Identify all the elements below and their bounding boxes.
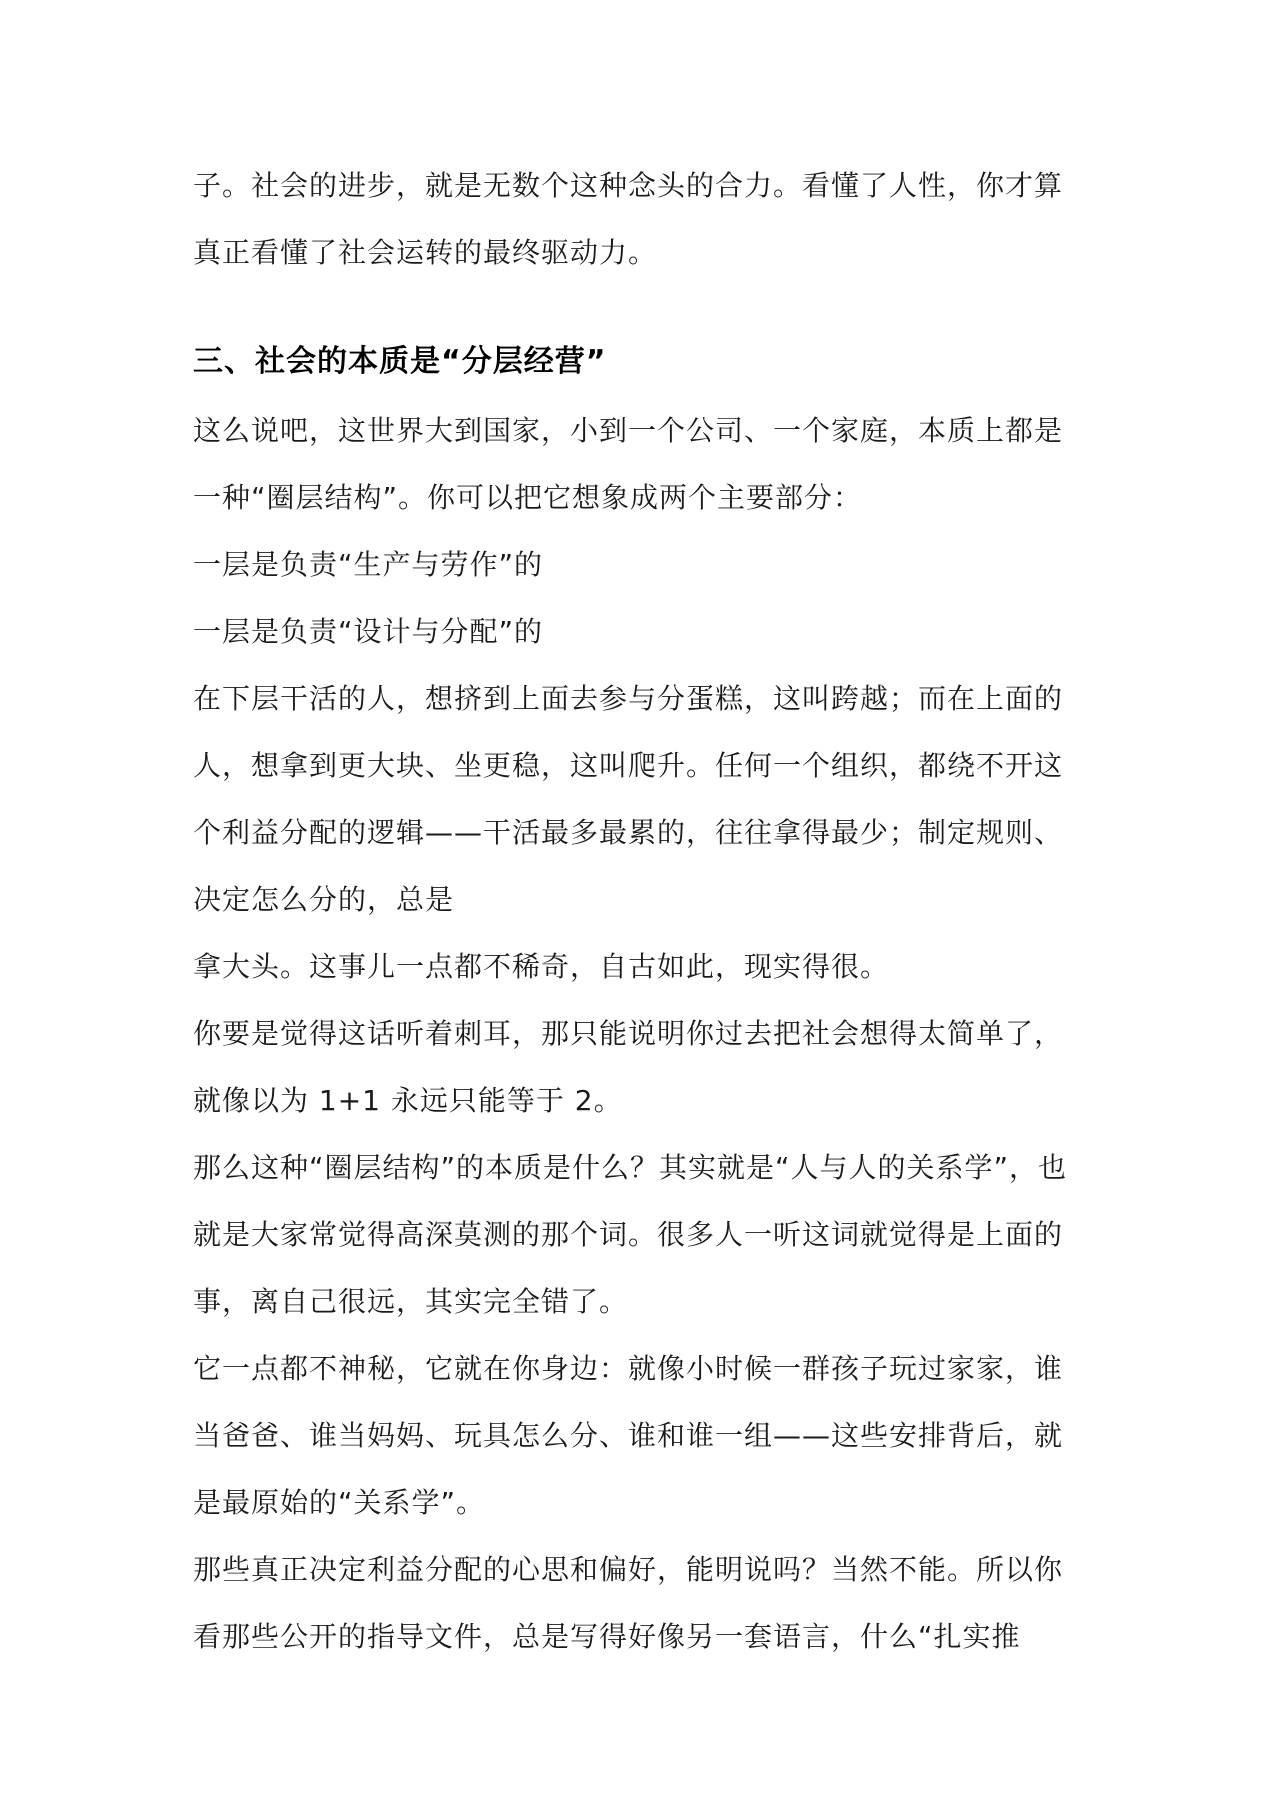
list-item: 一层是负责“设计与分配”的 <box>193 615 544 648</box>
paragraph-line: 决定怎么分的，总是 <box>193 883 455 916</box>
paragraph-line: 看那些公开的指导文件，总是写得好像另一套语言，什么“扎实推 <box>193 1620 1021 1653</box>
paragraph-line: 那些真正决定利益分配的心思和偏好，能明说吗？当然不能。所以你 <box>193 1553 1064 1586</box>
paragraph-line: 个利益分配的逻辑——干活最多最累的，往往拿得最少；制定规则、 <box>193 816 1064 849</box>
paragraph-line: 你要是觉得这话听着刺耳，那只能说明你过去把社会想得太简单了， <box>193 1017 1064 1050</box>
list-item: 一层是负责“生产与劳作”的 <box>193 548 544 581</box>
section-heading: 三、社会的本质是“分层经营” <box>193 344 607 379</box>
paragraph-line: 那么这种“圈层结构”的本质是什么？其实就是“人与人的关系学”，也 <box>193 1151 1068 1184</box>
paragraph-line: 事，离自己很远，其实完全错了。 <box>193 1285 629 1318</box>
paragraph-line: 拿大头。这事儿一点都不稀奇，自古如此，现实得很。 <box>193 950 890 983</box>
paragraph-line: 真正看懂了社会运转的最终驱动力。 <box>193 236 658 269</box>
paragraph-line: 这么说吧，这世界大到国家，小到一个公司、一个家庭，本质上都是 <box>193 414 1064 447</box>
paragraph-line: 就是大家常觉得高深莫测的那个词。很多人一听这词就觉得是上面的 <box>193 1218 1064 1251</box>
paragraph-line: 在下层干活的人，想挤到上面去参与分蛋糕，这叫跨越；而在上面的 <box>193 682 1064 715</box>
paragraph-line: 就像以为 1+1 永远只能等于 2。 <box>193 1084 623 1117</box>
paragraph-line: 人，想拿到更大块、坐更稳，这叫爬升。任何一个组织，都绕不开这 <box>193 749 1064 782</box>
paragraph-line: 子。社会的进步，就是无数个这种念头的合力。看懂了人性，你才算 <box>193 169 1064 202</box>
paragraph-line: 一种“圈层结构”。你可以把它想象成两个主要部分： <box>193 481 863 514</box>
paragraph-line: 当爸爸、谁当妈妈、玩具怎么分、谁和谁一组——这些安排背后，就 <box>193 1419 1064 1452</box>
paragraph-line: 它一点都不神秘，它就在你身边：就像小时候一群孩子玩过家家，谁 <box>193 1352 1064 1385</box>
paragraph-line: 是最原始的“关系学”。 <box>193 1486 486 1519</box>
